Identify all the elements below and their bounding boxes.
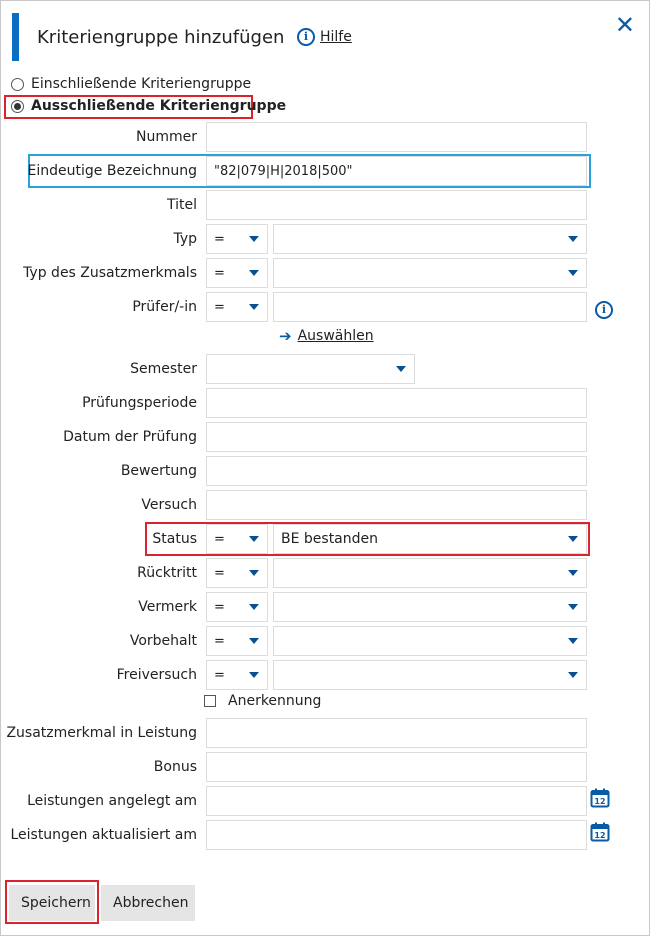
ruecktritt-label: Rücktritt	[137, 565, 197, 581]
pruefer-operator-select[interactable]: =	[206, 292, 268, 322]
zusatzmerkmal-label: Zusatzmerkmal in Leistung	[6, 725, 197, 741]
auswaehlen-label: Auswählen	[297, 328, 374, 344]
vorbehalt-value-select[interactable]	[273, 626, 587, 656]
pruefungsperiode-input[interactable]	[206, 388, 587, 418]
help-label: Hilfe	[320, 29, 352, 45]
angelegt-label: Leistungen angelegt am	[27, 793, 197, 809]
calendar-icon-day: 12	[594, 797, 606, 806]
auswaehlen-link[interactable]	[279, 327, 374, 345]
pruefer-info-icon[interactable]: i	[595, 301, 613, 319]
radio-include[interactable]	[11, 76, 251, 92]
anerkennung-checkbox[interactable]	[204, 695, 216, 707]
close-icon[interactable]: ✕	[614, 11, 635, 39]
pruefer-label: Prüfer/-in	[132, 299, 197, 315]
bezeichnung-label: Eindeutige Bezeichnung	[27, 163, 197, 179]
vermerk-value-select[interactable]	[273, 592, 587, 622]
info-icon: i	[297, 28, 315, 46]
arrow-right-icon: ➔	[279, 327, 292, 345]
title-accent-bar	[12, 13, 19, 61]
semester-label: Semester	[130, 361, 197, 377]
help-link[interactable]	[297, 28, 352, 46]
bezeichnung-input[interactable]: "82|079|H|2018|500"	[206, 156, 587, 186]
vorbehalt-label: Vorbehalt	[129, 633, 197, 649]
ruecktritt-operator-select[interactable]: =	[206, 558, 268, 588]
typ-label: Typ	[173, 231, 197, 247]
calendar-icon-day: 12	[594, 831, 606, 840]
pruefer-input[interactable]	[273, 292, 587, 322]
aktualisiert-label: Leistungen aktualisiert am	[10, 827, 197, 843]
angelegt-date-input[interactable]	[206, 786, 587, 816]
zusatzmerkmal-input[interactable]	[206, 718, 587, 748]
aktualisiert-date-input[interactable]	[206, 820, 587, 850]
calendar-icon[interactable]	[590, 822, 610, 842]
bonus-label: Bonus	[153, 759, 197, 775]
titel-input[interactable]	[206, 190, 587, 220]
dialog-title: Kriteriengruppe hinzufügen	[37, 27, 285, 48]
radio-exclude[interactable]	[11, 98, 286, 114]
semester-select[interactable]	[206, 354, 415, 384]
ruecktritt-value-select[interactable]	[273, 558, 587, 588]
datum-label: Datum der Prüfung	[63, 429, 197, 445]
anerkennung-checkbox-row[interactable]	[204, 693, 321, 709]
nummer-label: Nummer	[136, 129, 197, 145]
vorbehalt-operator-select[interactable]: =	[206, 626, 268, 656]
status-value-select[interactable]: BE bestanden	[273, 524, 587, 554]
freiversuch-label: Freiversuch	[116, 667, 197, 683]
save-button[interactable]: Speichern	[9, 885, 95, 921]
typ-value-select[interactable]	[273, 224, 587, 254]
status-operator-select[interactable]: =	[206, 524, 268, 554]
titel-label: Titel	[166, 197, 197, 213]
nummer-input[interactable]	[206, 122, 587, 152]
anerkennung-label: Anerkennung	[228, 693, 322, 709]
pruefungsperiode-label: Prüfungsperiode	[82, 395, 197, 411]
status-label: Status	[152, 531, 197, 547]
datum-input[interactable]	[206, 422, 587, 452]
typ-zusatz-operator-select[interactable]: =	[206, 258, 268, 288]
vermerk-label: Vermerk	[138, 599, 197, 615]
freiversuch-value-select[interactable]	[273, 660, 587, 690]
bonus-input[interactable]	[206, 752, 587, 782]
typ-zusatz-value-select[interactable]	[273, 258, 587, 288]
versuch-label: Versuch	[141, 497, 197, 513]
typ-operator-select[interactable]: =	[206, 224, 268, 254]
freiversuch-operator-select[interactable]: =	[206, 660, 268, 690]
vermerk-operator-select[interactable]: =	[206, 592, 268, 622]
radio-exclude-label: Ausschließende Kriteriengruppe	[31, 98, 287, 114]
radio-exclude-button[interactable]	[11, 100, 24, 113]
calendar-icon[interactable]	[590, 788, 610, 808]
radio-include-button[interactable]	[11, 78, 24, 91]
cancel-button[interactable]: Abbrechen	[101, 885, 195, 921]
typ-zusatz-label: Typ des Zusatzmerkmals	[23, 265, 197, 281]
versuch-input[interactable]	[206, 490, 587, 520]
bewertung-input[interactable]	[206, 456, 587, 486]
radio-include-label: Einschließende Kriteriengruppe	[31, 76, 252, 92]
bewertung-label: Bewertung	[120, 463, 197, 479]
